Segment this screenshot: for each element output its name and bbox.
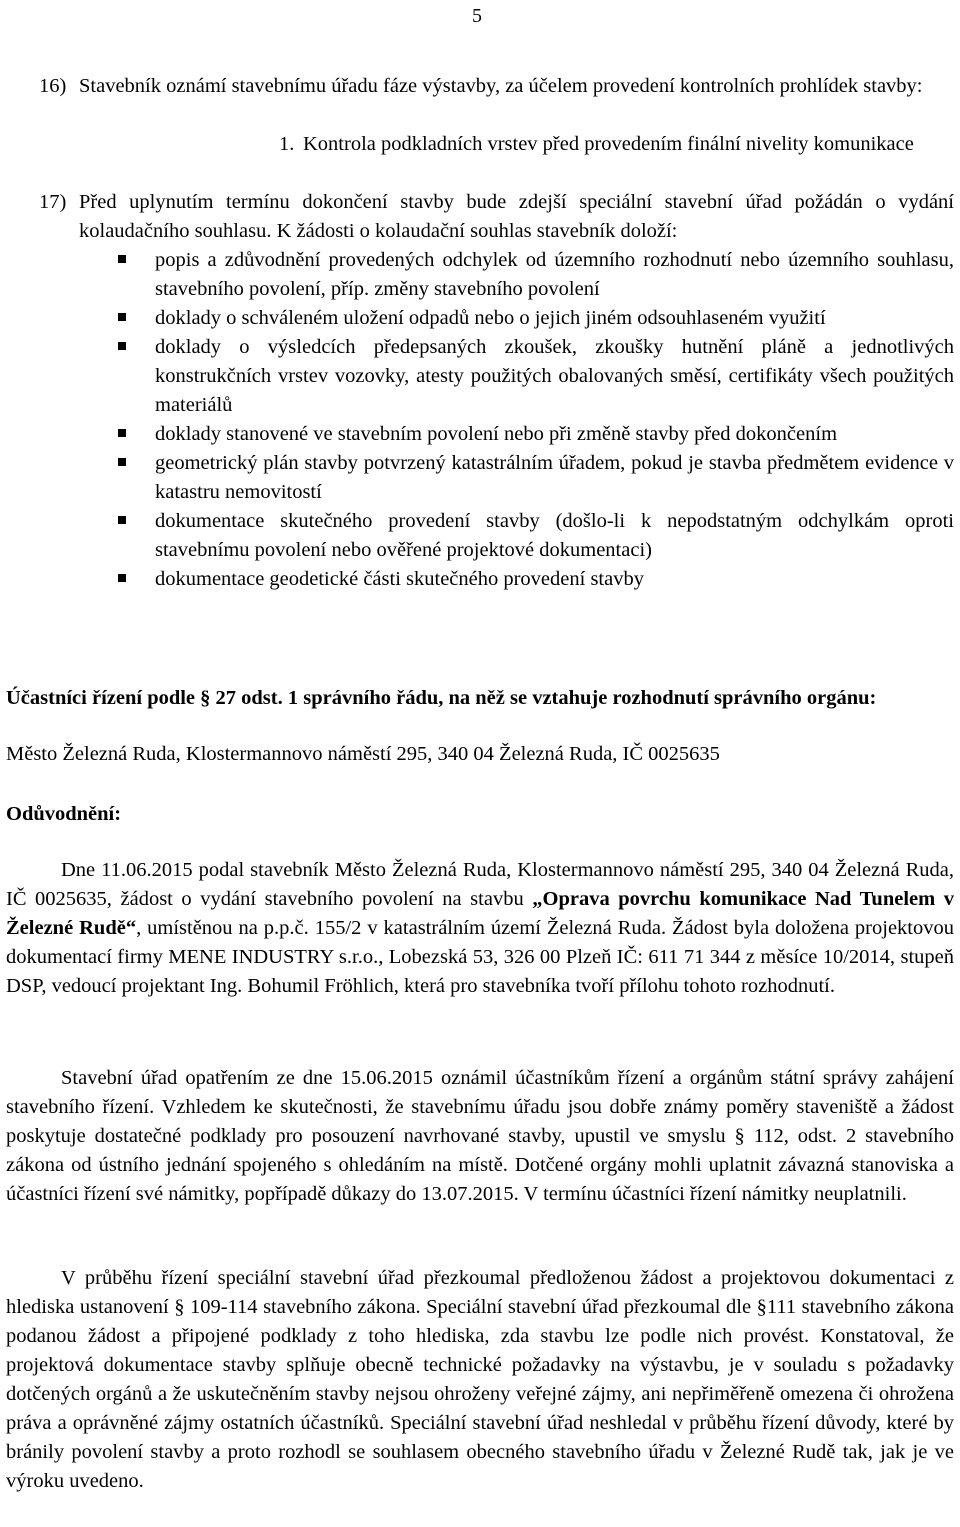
list-item-16 bbox=[6, 72, 954, 101]
item-text: Před uplynutím termínu dokončení stavby bude zdejší speciální stavební úřad požádán o vydání kolaudačního souhlasu. K žádosti o kolaudační souhlas stavebník doloží: bbox=[79, 191, 954, 242]
item-number: 16) bbox=[39, 75, 67, 97]
sub-item-number: 1. bbox=[279, 133, 295, 155]
paragraph-2: Stavební úřad opatřením ze dne 15.06.2015 oznámil účastníkům řízení a orgánům státní správy zahájení stavebního řízení. Vzhledem ke skutečnosti, že stavebnímu úřadu jsou dobře známy poměry staveniště a žádost poskytuje dostatečné podklady pro posouzení navrhované stavby, upustil ve smyslu § 112, odst. 2 stavebního zákona od ústního jednání spojeného s ohledáním na místě. Dotčené orgány mohli uplatnit závazná stanoviska a účastníci řízení své námitky, popřípadě důkazy do 13.07.2015. V termínu účastníci řízení námitky neuplatnili. bbox=[6, 1067, 954, 1205]
bullet-item: doklady stanovené ve stavebním povolení nebo při změně stavby před dokončením bbox=[118, 420, 954, 449]
sub-item-1 bbox=[279, 130, 954, 159]
paragraph-1 bbox=[6, 856, 954, 1001]
reasoning-heading: Odůvodnění: bbox=[6, 803, 122, 825]
paragraph-1-text-b: , umístěnou na p.p.č. 155/2 v katastrálním území Železná Ruda. Žádost byla doložena projektovou dokumentací firmy MENE INDUSTRY s.r.o., Lobezská 53, 326 00 Plzeň IČ: 611 71 344 z měsíce 10/2014, stupeň DSP, vedoucí projektant Ing. Bohumil Fröhlich, která pro stavebníka tvoří přílohu tohoto rozhodnutí. bbox=[6, 917, 954, 997]
paragraph-1-text-a: Dne 11.06.2015 podal stavebník Město Železná Ruda, Klostermannovo náměstí 295, 340 04 Železná Ruda, IČ 0025635, žádost o vydání stavebního povolení na stavbu bbox=[6, 859, 954, 910]
participants-heading: Účastníci řízení podle § 27 odst. 1 správního řádu, na něž se vztahuje rozhodnutí správního orgánu: bbox=[6, 687, 877, 709]
item-number: 17) bbox=[39, 191, 67, 213]
bullet-item: popis a zdůvodnění provedených odchylek od územního rozhodnutí nebo územního souhlasu, stavebního povolení, příp. změny stavebního povolení bbox=[118, 246, 954, 304]
item-text: Stavebník oznámí stavebnímu úřadu fáze výstavby, za účelem provedení kontrolních prohlídek stavby: bbox=[79, 75, 923, 97]
bullet-item: dokumentace geodetické části skutečného provedení stavby bbox=[118, 565, 954, 594]
bullet-item: doklady o schváleném uložení odpadů nebo o jejich jiném odsouhlaseném využití bbox=[118, 304, 954, 333]
paragraph-3: V průběhu řízení speciální stavební úřad přezkoumal předloženou žádost a projektovou dokumentaci z hlediska ustanovení § 109-114 stavebního zákona. Speciální stavební úřad přezkoumal dle §111 stavebního zákona podanou žádost a připojené podklady z toho hlediska, zda stavbu lze podle nich provést. Konstatoval, že projektová dokumentace stavby splňuje obecně technické požadavky na výstavbu, je v souladu s požadavky dotčených orgánů a že uskutečněním stavby nejsou ohroženy veřejné zájmy, ani nepřiměřeně omezena či ohrožena práva a oprávněné zájmy ostatních účastníků. Speciální stavební úřad neshledal v průběhu řízení důvody, které by bránily povolení stavby a proto rozhodl se souhlasem obecného stavebního úřadu v Železné Rudě tak, jak je ve výroku uvedeno. bbox=[6, 1267, 954, 1492]
page-number: 5 bbox=[472, 5, 482, 27]
list-item-17 bbox=[6, 188, 954, 246]
project-name: „Oprava povrchu komunikace Nad Tunelem v Železné Rudě“ bbox=[6, 888, 955, 939]
participants-text: Město Železná Ruda, Klostermannovo náměstí 295, 340 04 Železná Ruda, IČ 0025635 bbox=[6, 743, 720, 765]
bullet-item: doklady o výsledcích předepsaných zkoušek, zkoušky hutnění pláně a jednotlivých konstrukčních vrstev vozovky, atesty použitých obalovaných směsí, certifikáty všech použitých materiálů bbox=[118, 333, 954, 420]
bullet-item: dokumentace skutečného provedení stavby (došlo-li k nepodstatným odchylkám oproti stavebnímu povolení nebo ověřené projektové dokumentaci) bbox=[118, 507, 954, 565]
sub-item-text: Kontrola podkladních vrstev před provedením finální nivelity komunikace bbox=[303, 133, 914, 155]
bullet-item: geometrický plán stavby potvrzený katastrálním úřadem, pokud je stavba předmětem evidence v katastru nemovitostí bbox=[118, 449, 954, 507]
bullet-list bbox=[118, 246, 954, 594]
